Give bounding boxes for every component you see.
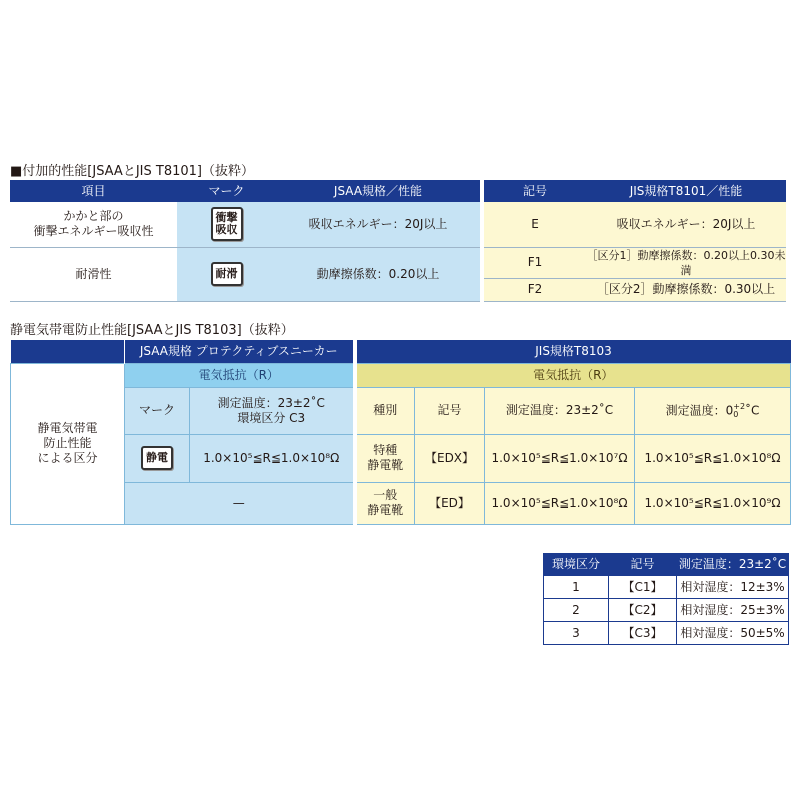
type-text: 一般	[373, 488, 398, 502]
humidity-cell: 相対湿度：25±3%	[677, 599, 789, 622]
env-symbol-cell: 【C1】	[609, 576, 677, 599]
type-text: 特種	[373, 443, 398, 457]
mark-cell	[177, 202, 276, 247]
type-col-header: 種別	[355, 387, 415, 434]
table-row	[10, 202, 786, 247]
symbol-cell: 【EDX】	[415, 434, 485, 482]
row-label-cell	[11, 363, 125, 524]
item-cell	[10, 202, 177, 247]
header-temp: 測定温度：23±2˚C	[677, 554, 789, 576]
jsaa-range: 1.0×10⁵≦R≦1.0×10⁸Ω	[190, 434, 355, 482]
row-label-text: による区分	[37, 451, 98, 465]
jis-temp1-header: 測定温度：23±2˚C	[485, 387, 635, 434]
section2-title: 静電気帯電防止性能[JSAAとJIS T8103]（抜粋）	[10, 323, 294, 338]
env-symbol-cell: 【C2】	[609, 599, 677, 622]
header-jis: JIS規格T8103	[355, 340, 791, 363]
symbol-value: F2	[482, 278, 586, 301]
jis-temp2-text: 測定温度：0	[665, 403, 734, 417]
type-text: 静電靴	[367, 503, 404, 517]
header-jsaa: JSAA規格 プロテクティブスニーカー	[125, 340, 355, 363]
header-mark: マーク	[177, 180, 276, 202]
humidity-cell: 相対湿度：50±5%	[677, 622, 789, 645]
env-class-cell: 3	[544, 622, 609, 645]
table-row	[544, 576, 789, 599]
table-row	[10, 247, 786, 278]
temp-tolerance-lower: 0	[733, 409, 739, 419]
jsaa-temp-text: 環境区分 C3	[237, 410, 306, 425]
symbol-col-header: 記号	[415, 387, 485, 434]
jis-temp2-unit: ˚C	[745, 403, 760, 417]
range-23c: 1.0×10⁵≦R≦1.0×10⁸Ω	[485, 482, 635, 524]
table-row	[11, 387, 791, 434]
additional-performance-table	[10, 180, 786, 302]
humidity-cell: 相対湿度：12±3%	[677, 576, 789, 599]
temp-tolerance-upper: +2	[733, 401, 746, 411]
table-header-row	[10, 180, 786, 202]
header-item: 項目	[10, 180, 177, 202]
table-row	[544, 622, 789, 645]
header-symbol: 記号	[609, 554, 677, 576]
jsaa-value: 吸収エネルギー：20J以上	[276, 202, 482, 247]
symbol-value: F1	[482, 247, 586, 278]
jis-temp2-header	[635, 387, 791, 434]
range-0c: 1.0×10⁵≦R≦1.0×10⁸Ω	[635, 434, 791, 482]
item-text: 衝撃エネルギー吸収性	[33, 224, 154, 239]
antistatic-performance-table	[10, 340, 791, 525]
item-cell: 耐滑性	[10, 247, 177, 301]
table-header-row	[544, 554, 789, 576]
jsaa-temp-text: 測定温度：23±2˚C	[217, 395, 325, 410]
table-row	[11, 434, 791, 482]
table-row	[11, 363, 791, 387]
header-blank	[11, 340, 125, 363]
table-row	[544, 599, 789, 622]
range-0c: 1.0×10⁵≦R≦1.0×10⁹Ω	[635, 482, 791, 524]
antistatic-mark: 静電	[141, 446, 173, 470]
jis-value: ［区分1］動摩擦係数：0.20以上0.30未満	[586, 248, 786, 277]
header-jsaa: JSAA規格／性能	[276, 180, 482, 202]
header-env-class: 環境区分	[544, 554, 609, 576]
env-symbol-cell: 【C3】	[609, 622, 677, 645]
jsaa-resistance-label: 電気抵抗（R）	[125, 363, 355, 387]
jsaa-value: 動摩擦係数：0.20以上	[276, 247, 482, 301]
table-row	[11, 482, 791, 524]
type-cell	[355, 482, 415, 524]
env-class-cell: 2	[544, 599, 609, 622]
env-class-cell: 1	[544, 576, 609, 599]
type-text: 静電靴	[367, 458, 404, 472]
jis-resistance-label: 電気抵抗（R）	[355, 363, 791, 387]
mark-col-header: マーク	[125, 387, 190, 434]
jsaa-temp-header	[190, 387, 355, 434]
mark-cell	[177, 247, 276, 301]
symbol-cell: 【ED】	[415, 482, 485, 524]
anti-slip-mark: 耐滑	[211, 262, 243, 286]
symbol-value: E	[482, 202, 586, 247]
row-label-text: 防止性能	[43, 436, 92, 450]
item-text: かかと部の	[63, 209, 124, 224]
range-23c: 1.0×10⁵≦R≦1.0×10⁷Ω	[485, 434, 635, 482]
jis-value: 吸収エネルギー：20J以上	[586, 202, 786, 247]
header-symbol: 記号	[482, 180, 586, 202]
mark-text: 衝撃	[215, 211, 238, 225]
mark-cell	[125, 434, 190, 482]
row-label-text: 静電気帯電	[37, 421, 98, 435]
table-header-row	[11, 340, 791, 363]
environment-class-table	[543, 553, 789, 645]
shock-absorption-mark	[211, 207, 243, 241]
mark-text: 吸収	[215, 223, 238, 237]
jsaa-dash: —	[125, 482, 355, 524]
header-jis: JIS規格T8101／性能	[586, 180, 786, 202]
jis-value: ［区分2］動摩擦係数：0.30以上	[586, 278, 786, 301]
section1-title: ■付加的性能[JSAAとJIS T8101]（抜粋）	[10, 164, 254, 179]
type-cell	[355, 434, 415, 482]
